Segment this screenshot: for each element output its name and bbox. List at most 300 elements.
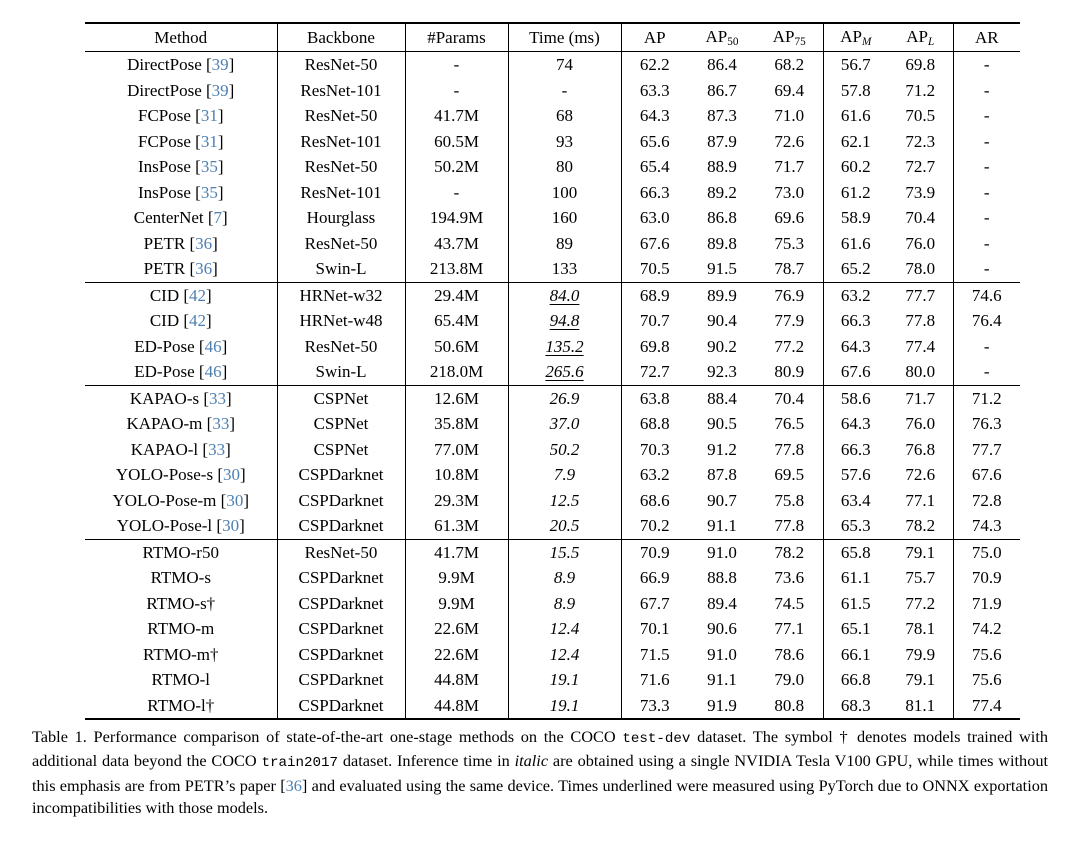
- params-value: 61.3M: [434, 516, 479, 535]
- citation-link[interactable]: 33: [209, 388, 227, 408]
- ap-cell: [621, 78, 688, 104]
- method-cell: [85, 359, 277, 385]
- time-value: 8.9: [553, 568, 576, 587]
- time-value: 37.0: [549, 414, 580, 433]
- ap50-value: 91.0: [707, 644, 737, 664]
- ap50-value: 88.4: [707, 388, 737, 408]
- ap75-cell: [756, 616, 823, 642]
- ap50-cell: [688, 129, 756, 155]
- ap75-cell: [756, 642, 823, 668]
- backbone-cell: [277, 154, 405, 180]
- backbone-value: CSPDarknet: [298, 593, 384, 613]
- ar-cell: [953, 411, 1020, 437]
- ap-cell: [621, 667, 688, 693]
- ar-cell: [953, 231, 1020, 257]
- ap-value: 64.3: [639, 106, 670, 125]
- ap50-value: 90.7: [707, 490, 737, 510]
- apm-value: 56.7: [840, 55, 871, 74]
- ar-value: -: [983, 157, 990, 176]
- ap75-value: 78.7: [774, 259, 805, 278]
- method-name: InsPose: [138, 182, 191, 202]
- citation-link[interactable]: 36: [195, 233, 213, 253]
- ap75-value: 75.8: [774, 490, 805, 510]
- column-subscript: 50: [727, 36, 739, 49]
- apl-value: 71.7: [905, 388, 936, 408]
- time-value: 50.2: [549, 439, 580, 459]
- ap-value: 65.6: [639, 131, 670, 151]
- apm-value: 66.1: [840, 644, 871, 664]
- backbone-value: CSPDarknet: [298, 490, 384, 510]
- params-cell: [405, 437, 508, 463]
- caption-text: italic: [514, 751, 549, 771]
- ap75-value: 74.5: [774, 593, 805, 613]
- method-cell: [85, 667, 277, 693]
- apm-cell: [823, 180, 888, 206]
- apl-value: 79.1: [905, 542, 936, 562]
- ar-cell: [953, 256, 1020, 282]
- citation-link[interactable]: 36: [285, 775, 302, 795]
- citation-link[interactable]: 33: [212, 414, 230, 433]
- backbone-cell: [277, 462, 405, 488]
- params-value: 9.9M: [438, 593, 475, 613]
- params-value: -: [453, 80, 460, 100]
- ap50-cell: [688, 52, 756, 78]
- citation-bracket: [: [183, 311, 190, 330]
- table-body: [85, 52, 1020, 720]
- method-cell: [85, 334, 277, 360]
- ap75-value: 73.6: [774, 568, 805, 587]
- table-row: [85, 129, 1020, 155]
- ap50-value: 91.1: [707, 516, 737, 535]
- params-cell: [405, 180, 508, 206]
- ap-cell: [621, 256, 688, 282]
- citation-bracket: ]: [240, 465, 246, 484]
- table-header: [85, 23, 1020, 52]
- time-value: 265.6: [545, 362, 584, 381]
- params-cell: [405, 513, 508, 539]
- ap75-cell: [756, 565, 823, 591]
- ap-cell: [621, 513, 688, 539]
- ar-value: 76.3: [971, 414, 1002, 433]
- ap-value: 63.2: [639, 465, 670, 484]
- backbone-value: CSPDarknet: [298, 695, 384, 715]
- ap75-cell: [756, 488, 823, 514]
- ap50-cell: [688, 154, 756, 180]
- ap-value: 70.3: [639, 439, 670, 459]
- ap75-value: 73.0: [774, 182, 805, 202]
- table-row: [85, 616, 1020, 642]
- ar-value: -: [983, 80, 990, 100]
- caption-text: dataset. The symbol † denotes models trained with additional data beyond the COCO: [32, 727, 1048, 771]
- params-cell: [405, 462, 508, 488]
- citation-bracket: ]: [206, 311, 212, 330]
- citation-link[interactable]: 42: [189, 311, 207, 330]
- ap50-cell: [688, 565, 756, 591]
- params-cell: [405, 565, 508, 591]
- time-value: 19.1: [549, 670, 580, 689]
- apl-value: 81.1: [905, 695, 936, 715]
- ap50-value: 91.0: [707, 542, 737, 562]
- params-value: 41.7M: [434, 542, 479, 562]
- ar-value: -: [983, 362, 990, 381]
- apm-cell: [823, 308, 888, 334]
- column-label: AP: [643, 27, 666, 47]
- time-cell: [508, 180, 621, 206]
- time-cell: [508, 205, 621, 231]
- time-value: 7.9: [553, 465, 576, 484]
- ar-cell: [953, 334, 1020, 360]
- params-cell: [405, 411, 508, 437]
- backbone-value: CSPDarknet: [298, 644, 384, 664]
- citation-link[interactable]: 46: [204, 336, 222, 356]
- citation-bracket: ]: [229, 414, 235, 433]
- apl-value: 72.3: [905, 131, 936, 151]
- time-cell: [508, 282, 621, 308]
- ap50-value: 89.2: [707, 182, 737, 202]
- citation-link[interactable]: 39: [211, 80, 229, 100]
- caption-text: train2017: [261, 755, 339, 772]
- ar-cell: [953, 488, 1020, 514]
- ap75-value: 80.8: [774, 695, 805, 715]
- ar-value: -: [983, 182, 990, 202]
- method-name: ED-Pose: [134, 336, 195, 356]
- ap50-cell: [688, 256, 756, 282]
- ap50-cell: [688, 180, 756, 206]
- apl-value: 78.1: [905, 619, 936, 638]
- apl-cell: [888, 437, 953, 463]
- ap50-value: 90.6: [707, 619, 737, 638]
- ap75-cell: [756, 52, 823, 78]
- ap50-value: 91.1: [707, 670, 737, 689]
- ar-value: 71.2: [971, 388, 1002, 408]
- apm-cell: [823, 462, 888, 488]
- citation-bracket: ]: [212, 259, 218, 278]
- table-row: [85, 693, 1020, 720]
- method-name: YOLO-Pose-s: [115, 465, 214, 484]
- params-cell: [405, 616, 508, 642]
- ap50-value: 90.4: [707, 311, 737, 330]
- apl-cell: [888, 411, 953, 437]
- ap-cell: [621, 437, 688, 463]
- table-row: [85, 411, 1020, 437]
- citation-bracket: [: [206, 414, 213, 433]
- ar-value: 74.6: [971, 285, 1002, 305]
- apl-cell: [888, 103, 953, 129]
- apl-value: 79.9: [905, 644, 936, 664]
- ap50-value: 91.5: [707, 259, 737, 278]
- table-row: [85, 539, 1020, 565]
- ar-cell: [953, 513, 1020, 539]
- apl-cell: [888, 642, 953, 668]
- time-cell: [508, 437, 621, 463]
- apm-cell: [823, 256, 888, 282]
- table-row: [85, 282, 1020, 308]
- ap75-value: 71.7: [774, 157, 805, 176]
- apl-cell: [888, 308, 953, 334]
- ap-cell: [621, 411, 688, 437]
- ap75-cell: [756, 591, 823, 617]
- citation-link[interactable]: 31: [200, 131, 218, 151]
- time-cell: [508, 78, 621, 104]
- ap75-value: 75.3: [774, 233, 805, 253]
- ap50-cell: [688, 693, 756, 720]
- time-value: 93: [556, 131, 573, 151]
- backbone-cell: [277, 565, 405, 591]
- apl-cell: [888, 693, 953, 720]
- ap-value: 67.6: [639, 233, 670, 253]
- backbone-cell: [277, 180, 405, 206]
- method-name: PETR: [143, 233, 186, 253]
- ap-cell: [621, 616, 688, 642]
- table-row: [85, 488, 1020, 514]
- ap-value: 63.8: [639, 388, 670, 408]
- ap75-cell: [756, 539, 823, 565]
- ap-cell: [621, 565, 688, 591]
- ap50-cell: [688, 205, 756, 231]
- citation-bracket: [: [220, 490, 227, 510]
- ap-cell: [621, 591, 688, 617]
- time-value: 68: [556, 106, 573, 125]
- time-value: 135.2: [545, 336, 584, 356]
- apm-value: 68.3: [840, 695, 871, 715]
- column-header: [621, 23, 688, 52]
- method-cell: [85, 129, 277, 155]
- method-cell: [85, 591, 277, 617]
- apl-value: 69.8: [905, 55, 936, 74]
- apm-cell: [823, 693, 888, 720]
- ap75-value: 77.8: [774, 516, 805, 535]
- time-cell: [508, 154, 621, 180]
- column-subscript: 75: [794, 36, 806, 49]
- citation-bracket: [: [189, 233, 196, 253]
- time-cell: [508, 513, 621, 539]
- apm-value: 65.2: [840, 259, 871, 278]
- citation-link[interactable]: 42: [189, 285, 207, 305]
- apm-value: 60.2: [840, 157, 871, 176]
- apl-cell: [888, 565, 953, 591]
- apm-cell: [823, 667, 888, 693]
- time-cell: [508, 462, 621, 488]
- apl-cell: [888, 52, 953, 78]
- citation-bracket: ]: [221, 362, 228, 381]
- citation-bracket: ]: [243, 490, 249, 510]
- method-name: CenterNet: [133, 208, 204, 227]
- apl-cell: [888, 282, 953, 308]
- apm-cell: [823, 205, 888, 231]
- ap75-cell: [756, 205, 823, 231]
- time-cell: [508, 256, 621, 282]
- ar-value: 74.2: [971, 619, 1002, 638]
- params-value: 77.0M: [434, 439, 479, 459]
- ap-value: 68.9: [639, 285, 670, 305]
- params-cell: [405, 103, 508, 129]
- ap75-cell: [756, 154, 823, 180]
- ar-value: -: [983, 131, 990, 151]
- method-cell: [85, 462, 277, 488]
- time-cell: [508, 411, 621, 437]
- ar-value: -: [983, 208, 990, 227]
- ap75-value: 77.8: [774, 439, 805, 459]
- time-cell: [508, 667, 621, 693]
- method-cell: [85, 205, 277, 231]
- citation-bracket: [: [195, 182, 201, 202]
- citation-link[interactable]: 36: [195, 259, 213, 278]
- citation-bracket: [: [198, 362, 205, 381]
- ap50-cell: [688, 334, 756, 360]
- backbone-cell: [277, 256, 405, 282]
- citation-link[interactable]: 46: [204, 362, 222, 381]
- apm-cell: [823, 129, 888, 155]
- backbone-value: CSPDarknet: [298, 465, 384, 484]
- ar-value: -: [983, 55, 990, 74]
- apm-cell: [823, 513, 888, 539]
- apm-value: 67.6: [840, 362, 871, 381]
- backbone-value: CSPDarknet: [298, 568, 384, 587]
- ap75-cell: [756, 462, 823, 488]
- ap-value: 71.6: [639, 670, 670, 689]
- time-value: 12.4: [549, 644, 580, 664]
- citation-link[interactable]: 30: [226, 490, 244, 510]
- backbone-value: CSPNet: [313, 439, 369, 459]
- backbone-cell: [277, 282, 405, 308]
- citation-link[interactable]: 39: [211, 55, 229, 74]
- citation-link[interactable]: 30: [222, 516, 240, 535]
- citation-bracket: ]: [217, 182, 224, 202]
- citation-bracket: [: [216, 516, 223, 535]
- citation-bracket: [: [195, 157, 201, 176]
- time-value: 20.5: [549, 516, 580, 535]
- column-label: AP: [840, 26, 862, 46]
- apm-cell: [823, 282, 888, 308]
- time-cell: [508, 642, 621, 668]
- ap-value: 68.8: [639, 414, 670, 433]
- params-value: 65.4M: [434, 311, 479, 330]
- citation-link[interactable]: 7: [213, 208, 223, 227]
- citation-bracket: [: [203, 388, 210, 408]
- ap75-cell: [756, 308, 823, 334]
- ap-cell: [621, 129, 688, 155]
- caption-text: Table 1. Performance comparison of state-of-the-art one-stage methods on the COCO: [32, 727, 623, 746]
- ap75-value: 70.4: [774, 388, 805, 408]
- apm-value: 65.3: [840, 516, 871, 535]
- apl-cell: [888, 591, 953, 617]
- method-name: CID: [149, 311, 180, 330]
- time-value: 160: [551, 208, 578, 227]
- apl-cell: [888, 488, 953, 514]
- backbone-cell: [277, 205, 405, 231]
- citation-bracket: ]: [206, 285, 212, 305]
- method-cell: [85, 231, 277, 257]
- ap-cell: [621, 52, 688, 78]
- ap50-cell: [688, 359, 756, 385]
- ar-value: -: [983, 233, 990, 253]
- backbone-cell: [277, 334, 405, 360]
- backbone-value: Swin-L: [315, 362, 367, 381]
- apl-cell: [888, 462, 953, 488]
- params-value: 60.5M: [434, 131, 479, 151]
- results-table: [85, 22, 1020, 720]
- citation-link[interactable]: 30: [223, 465, 241, 484]
- ar-cell: [953, 359, 1020, 385]
- ar-value: -: [983, 259, 990, 278]
- method-name: ED-Pose: [134, 362, 195, 381]
- params-cell: [405, 231, 508, 257]
- citation-bracket: ]: [228, 55, 235, 74]
- citation-bracket: [: [195, 131, 201, 151]
- ap50-value: 90.2: [707, 336, 737, 356]
- backbone-cell: [277, 488, 405, 514]
- params-value: 218.0M: [429, 362, 484, 381]
- backbone-cell: [277, 103, 405, 129]
- ap-cell: [621, 154, 688, 180]
- ap50-value: 88.9: [707, 157, 737, 176]
- backbone-cell: [277, 52, 405, 78]
- citation-link[interactable]: 31: [200, 106, 218, 125]
- citation-link[interactable]: 33: [208, 439, 226, 459]
- ar-cell: [953, 642, 1020, 668]
- method-cell: [85, 154, 277, 180]
- apm-value: 64.3: [840, 414, 871, 433]
- ap75-value: 78.2: [774, 542, 805, 562]
- table-row: [85, 78, 1020, 104]
- table-row: [85, 385, 1020, 411]
- apm-cell: [823, 103, 888, 129]
- ar-cell: [953, 282, 1020, 308]
- backbone-value: CSPDarknet: [298, 516, 384, 535]
- ap-value: 66.3: [639, 182, 670, 202]
- citation-bracket: [: [183, 285, 190, 305]
- citation-link[interactable]: 35: [200, 182, 218, 202]
- table-row: [85, 437, 1020, 463]
- method-name: RTMO-r50: [142, 542, 219, 562]
- ar-value: 75.0: [971, 542, 1002, 562]
- ap50-cell: [688, 591, 756, 617]
- method-cell: [85, 411, 277, 437]
- backbone-cell: [277, 308, 405, 334]
- params-value: 29.4M: [434, 285, 479, 305]
- apm-value: 63.4: [840, 490, 871, 510]
- ap50-value: 88.8: [707, 568, 737, 587]
- time-value: 100: [551, 182, 578, 202]
- ap-cell: [621, 334, 688, 360]
- method-cell: [85, 642, 277, 668]
- ap-cell: [621, 539, 688, 565]
- params-cell: [405, 693, 508, 720]
- ap-value: 63.0: [639, 208, 670, 227]
- ap50-value: 86.8: [707, 208, 737, 227]
- citation-bracket: [: [206, 55, 212, 74]
- time-value: 84.0: [549, 285, 580, 305]
- column-header: [405, 23, 508, 52]
- apm-cell: [823, 231, 888, 257]
- backbone-value: CSPNet: [313, 388, 369, 408]
- time-value: -: [561, 80, 568, 100]
- table-row: [85, 513, 1020, 539]
- citation-link[interactable]: 35: [200, 157, 218, 176]
- ar-cell: [953, 462, 1020, 488]
- params-cell: [405, 205, 508, 231]
- params-cell: [405, 256, 508, 282]
- backbone-value: CSPDarknet: [298, 619, 384, 638]
- ar-value: 74.3: [971, 516, 1002, 535]
- ap50-cell: [688, 667, 756, 693]
- backbone-value: ResNet-50: [304, 233, 378, 253]
- ar-cell: [953, 154, 1020, 180]
- ap50-cell: [688, 103, 756, 129]
- table-caption: [32, 726, 1048, 820]
- apm-value: 57.8: [840, 80, 871, 100]
- ap75-cell: [756, 180, 823, 206]
